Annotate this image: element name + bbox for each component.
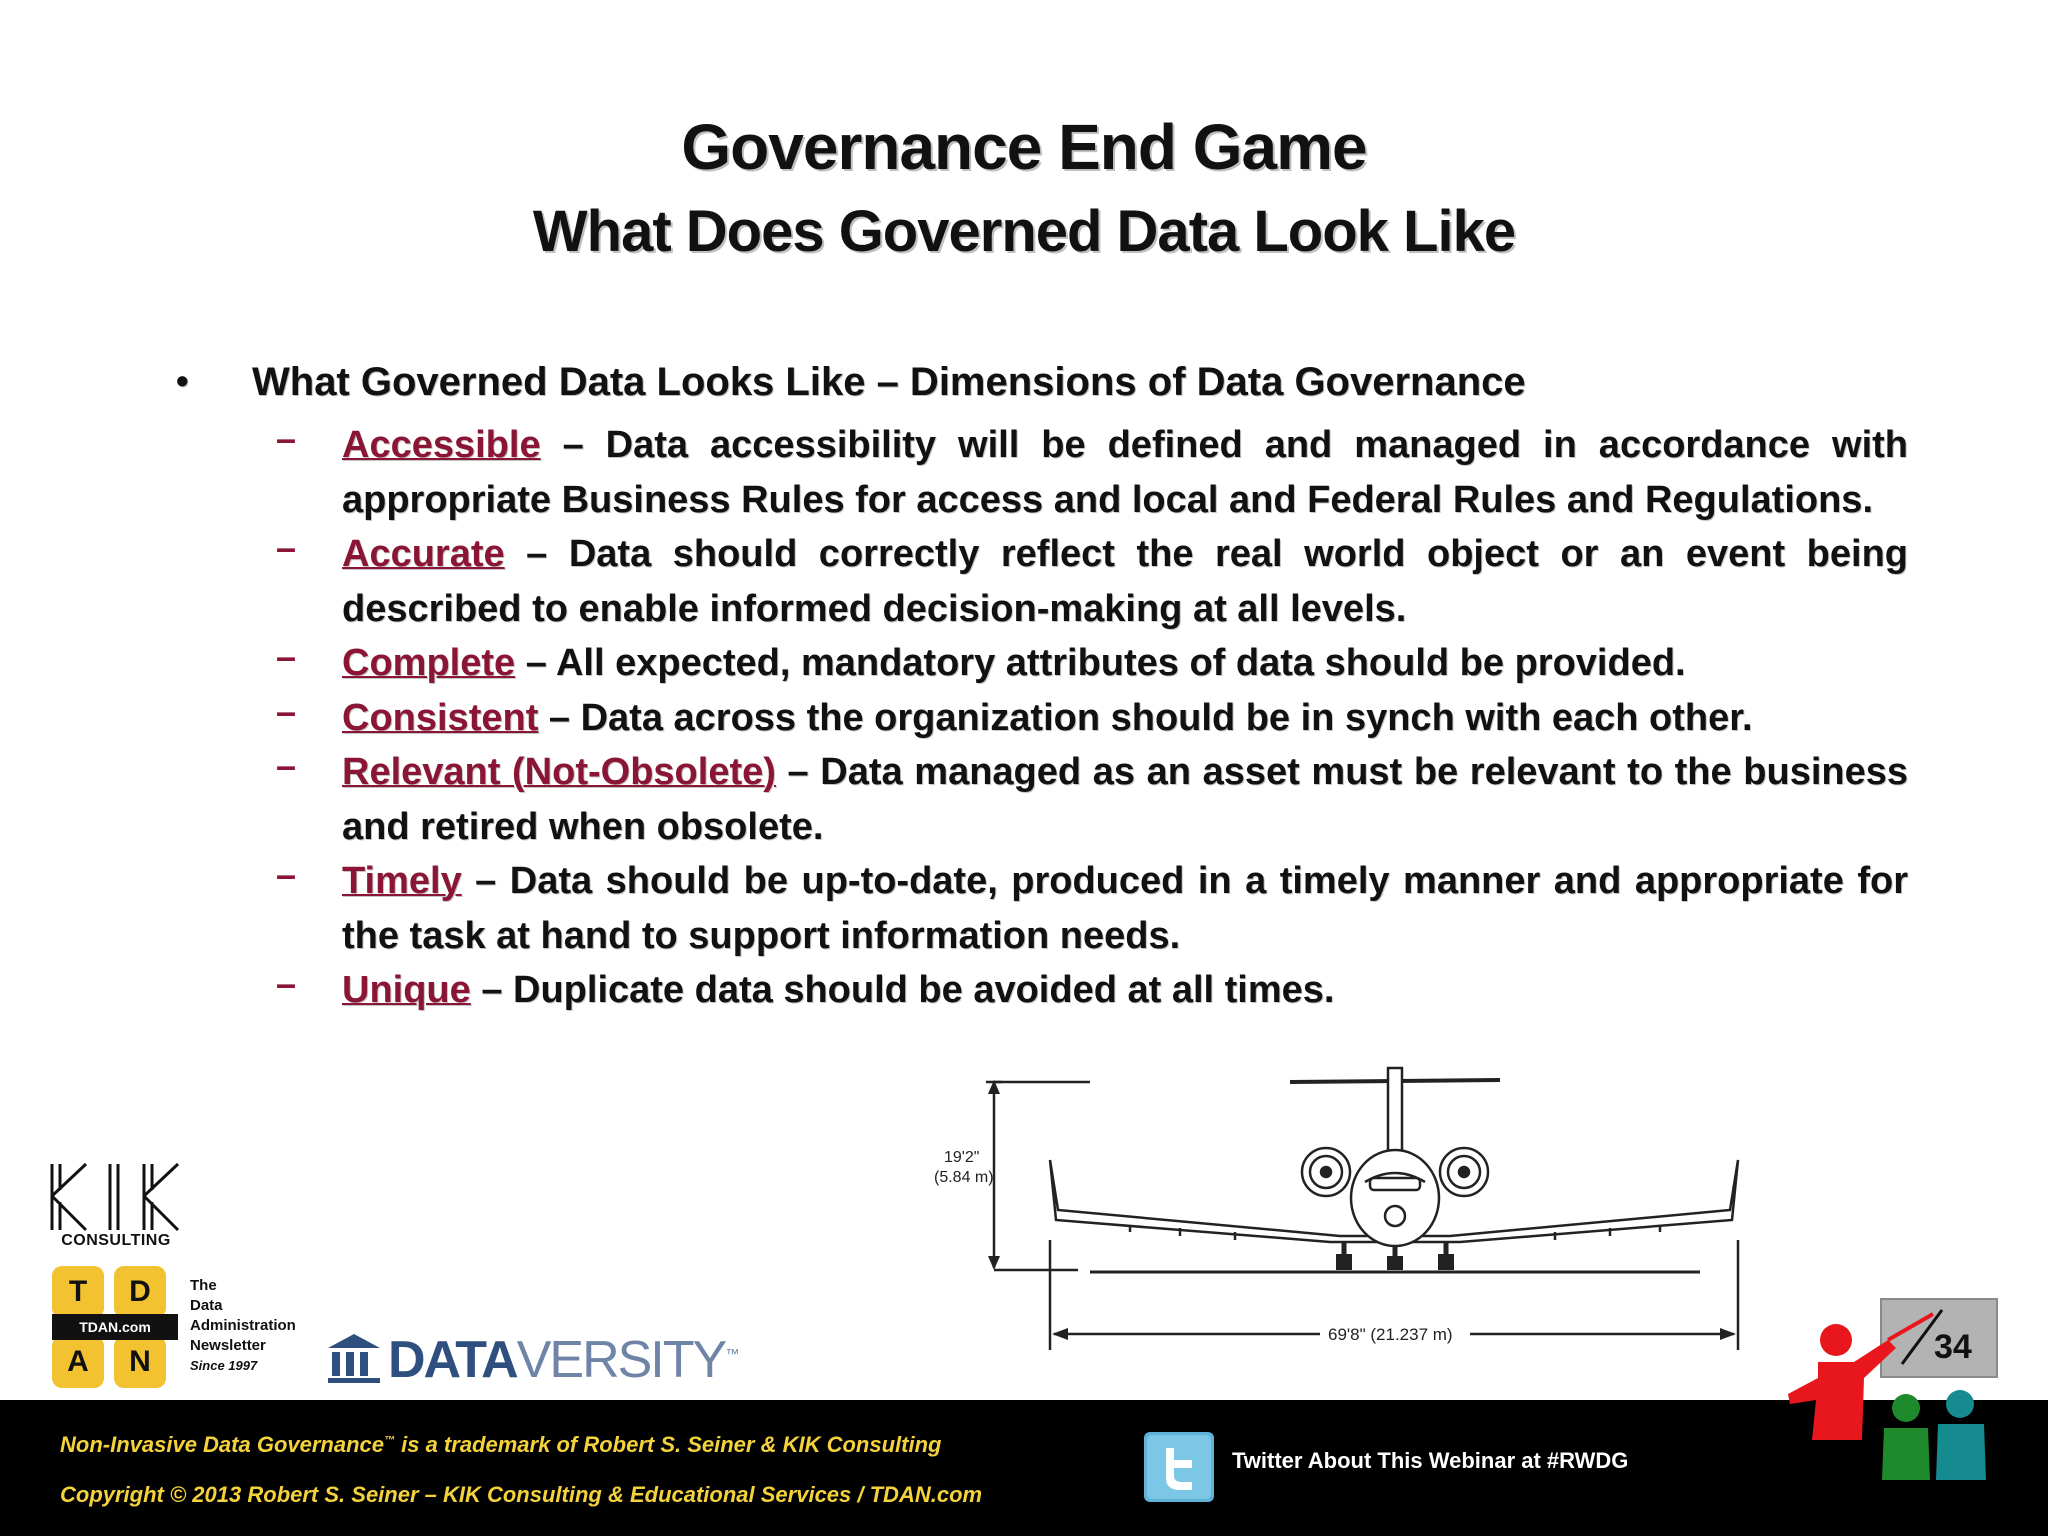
- item-text: [342, 854, 1908, 963]
- tdan-caption-line: Data: [190, 1297, 223, 1314]
- item-text: [342, 963, 1908, 1018]
- twitter-text: Twitter About This Webinar at #RWDG: [1232, 1448, 1629, 1473]
- slide-subtitle: What Does Governed Data Look Like: [532, 199, 1516, 264]
- dataversity-bold: DATA: [388, 1331, 517, 1389]
- trademark-notice: [60, 1432, 941, 1458]
- slide-title: Governance End Game: [681, 111, 1367, 183]
- bullet-heading-text: What Governed Data Looks Like – Dimensions of Data Governance: [252, 360, 1526, 404]
- dash-icon: –: [276, 690, 297, 732]
- list-item: [276, 745, 1908, 854]
- item-description: – Data managed as an asset must be relevant to the business and retired when obsolete.: [342, 751, 1909, 848]
- height-label-m: (5.84 m): [934, 1169, 994, 1186]
- item-text: [342, 418, 1908, 527]
- dash-icon: –: [276, 418, 297, 459]
- item-text: [342, 745, 1908, 854]
- item-description: – Data accessibility will be defined and managed in accordance with appropriate Business Rules for access and local and Federal Rules and Regulations.: [342, 424, 1908, 521]
- term-timely: Timely: [342, 860, 462, 902]
- airplane-diagram: [934, 1060, 1750, 1360]
- tdan-logo: [52, 1266, 178, 1392]
- presenter-icon: [1788, 1300, 1998, 1490]
- list-item: [276, 527, 1908, 636]
- term-complete: Complete: [342, 642, 516, 684]
- tdan-domain: TDAN.com: [52, 1314, 178, 1340]
- tdan-caption-line: Since 1997: [190, 1358, 258, 1373]
- tdan-letter-d: D: [114, 1266, 166, 1318]
- tdan-letter-t: T: [52, 1266, 104, 1318]
- dataversity-light: VERSITY: [516, 1331, 726, 1389]
- footer-bar: [0, 1400, 2048, 1536]
- twitter-icon[interactable]: [1144, 1432, 1214, 1502]
- item-description: – Duplicate data should be avoided at all times.: [470, 969, 1335, 1011]
- term-relevant: Relevant (Not-Obsolete): [342, 751, 776, 793]
- tdan-caption-line: Newsletter: [190, 1337, 266, 1354]
- trademark-text-b: is a trademark of Robert S. Seiner & KIK Consulting: [395, 1432, 942, 1457]
- item-description: – Data should correctly reflect the real world object or an event being described to enable informed decision-making at all levels.: [342, 533, 1908, 630]
- kik-caption: CONSULTING: [61, 1232, 171, 1249]
- dimension-list: [276, 418, 1908, 1018]
- list-item: [276, 691, 1908, 746]
- dash-icon: –: [276, 963, 297, 1004]
- item-description: – Data across the organization should be in synch with each other.: [538, 696, 1753, 739]
- dash-icon: –: [276, 854, 297, 895]
- item-text: [342, 691, 1908, 746]
- dash-icon: –: [276, 527, 297, 568]
- dash-icon: –: [276, 745, 297, 786]
- item-description: – All expected, mandatory attributes of data should be provided.: [515, 642, 1686, 684]
- dataversity-tm: ™: [725, 1345, 738, 1362]
- dash-icon: –: [276, 636, 297, 677]
- item-text: [342, 527, 1908, 636]
- tdan-letter-a: A: [52, 1336, 104, 1388]
- tdan-letter-n: N: [114, 1336, 166, 1388]
- term-unique: Unique: [342, 969, 471, 1011]
- list-item: [276, 418, 1908, 527]
- item-description: – Data should be up-to-date, produced in a timely manner and appropriate for the task at hand to support information needs.: [342, 860, 1908, 957]
- tdan-caption: [190, 1276, 296, 1376]
- copyright-notice: Copyright © 2013 Robert S. Seiner – KIK Consulting & Educational Services / TDAN.com: [60, 1482, 983, 1507]
- dataversity-icon: [326, 1330, 382, 1384]
- page-number: 34: [1934, 1328, 1972, 1366]
- list-item: [276, 636, 1908, 691]
- bullet-icon: •: [176, 360, 189, 401]
- tdan-caption-line: The: [190, 1277, 217, 1294]
- trademark-text-a: Non-Invasive Data Governance: [60, 1432, 385, 1457]
- width-label: 69'8" (21.237 m): [1328, 1325, 1453, 1344]
- term-accessible: Accessible: [342, 424, 541, 466]
- term-consistent: Consistent: [342, 696, 539, 739]
- list-item: [276, 963, 1908, 1018]
- list-item: [276, 854, 1908, 963]
- dataversity-wordmark: [388, 1330, 737, 1390]
- term-accurate: Accurate: [342, 533, 505, 575]
- height-label-ft: 19'2": [944, 1149, 980, 1166]
- tdan-caption-line: Administration: [190, 1317, 296, 1334]
- trademark-symbol: ™: [384, 1434, 396, 1447]
- item-text: [342, 636, 1908, 691]
